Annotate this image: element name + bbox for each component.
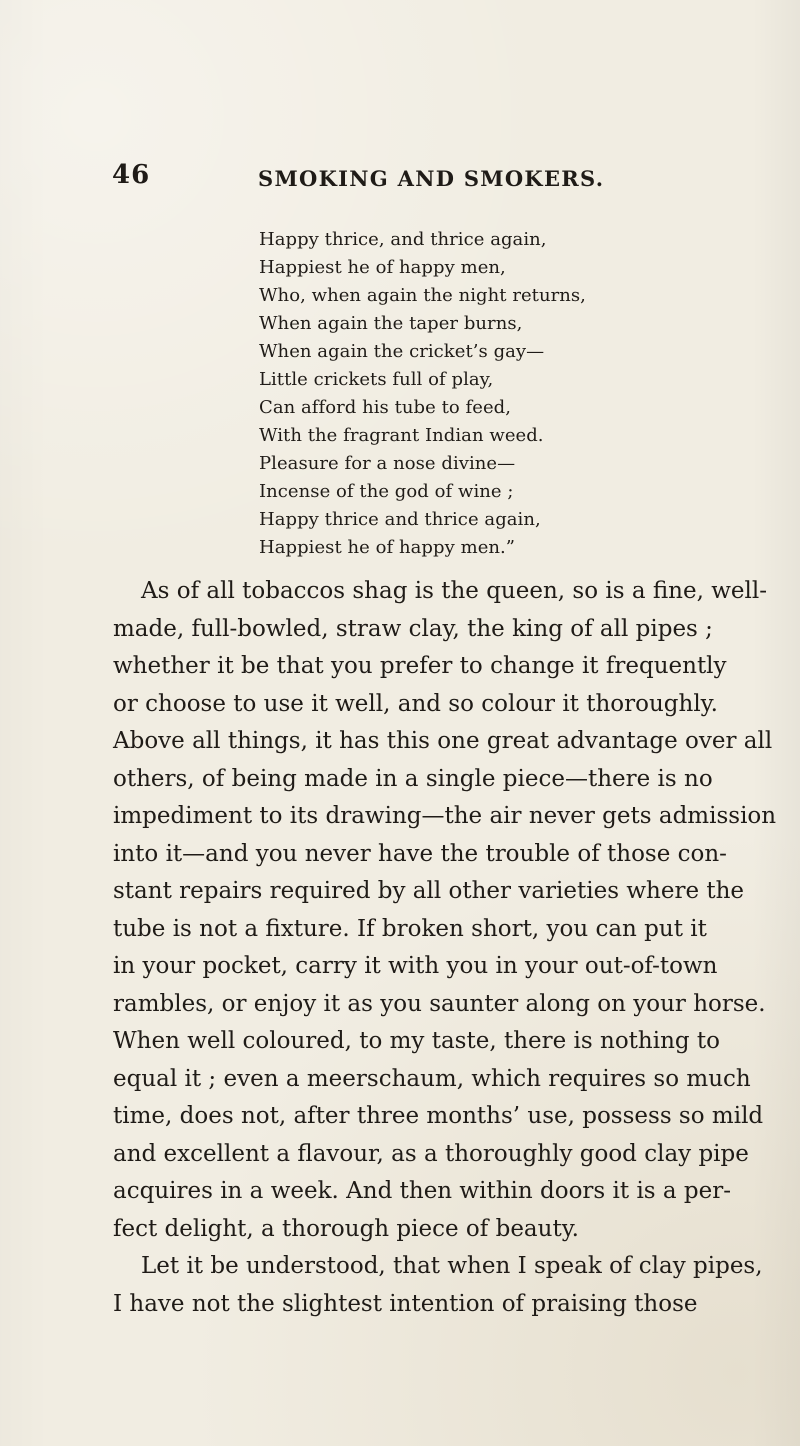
prose-line: When well coloured, to my taste, there is nothing to: [113, 1028, 721, 1054]
prose-line: into it—and you never have the trouble of those con-: [113, 840, 727, 867]
prose-line: fect delight, a thorough piece of beauty.: [113, 1215, 579, 1242]
page-header: [112, 160, 682, 200]
prose-line: whether it be that you prefer to change it frequently: [113, 653, 727, 679]
prose-line: or choose to use it well, and so colour it thoroughly.: [113, 690, 718, 717]
prose-line: acquires in a week. And then within doors it is a per-: [113, 1178, 732, 1204]
prose-line: impediment to its drawing—the air never gets admission: [113, 803, 777, 829]
running-title: SMOKING AND SMOKERS.: [258, 166, 605, 191]
poem-line: Happy thrice, and thrice again,: [259, 229, 547, 250]
prose-line: others, of being made in a single piece—there is no: [113, 765, 713, 792]
poem-line: With the fragrant Indian weed.: [259, 425, 544, 446]
prose-line: stant repairs required by all other varieties where the: [113, 878, 745, 904]
prose-line: Above all things, it has this one great advantage over all: [113, 728, 773, 754]
prose-line: and excellent a flavour, as a thoroughly good clay pipe: [113, 1140, 749, 1167]
prose-line: I have not the slightest intention of praising those: [113, 1290, 698, 1317]
poem-line: Can afford his tube to feed,: [259, 397, 511, 418]
poem-line: When again the cricket’s gay—: [259, 341, 545, 362]
prose-line: As of all tobaccos shag is the queen, so is a fine, well-: [141, 578, 768, 604]
poem-line: Happy thrice and thrice again,: [259, 509, 541, 530]
prose-line: time, does not, after three months’ use, possess so mild: [113, 1103, 764, 1129]
poem-line: Incense of the god of wine ;: [259, 481, 514, 502]
poem-block: [259, 226, 599, 562]
prose-line: rambles, or enjoy it as you saunter along on your horse.: [113, 990, 766, 1017]
prose-body: [113, 573, 777, 1323]
poem-line: Pleasure for a nose divine—: [259, 453, 516, 474]
prose-line: equal it ; even a meerschaum, which requires so much: [113, 1065, 751, 1092]
prose-line: in your pocket, carry it with you in your out-of-town: [113, 953, 718, 979]
poem-line: Happiest he of happy men,: [259, 257, 506, 278]
page-number: 46: [112, 160, 151, 190]
prose-line: Let it be understood, that when I speak of clay pipes,: [141, 1253, 763, 1279]
poem-line: Little crickets full of play,: [259, 369, 494, 390]
poem-line: Who, when again the night returns,: [259, 285, 586, 306]
poem-line: Happiest he of happy men.”: [259, 537, 516, 558]
prose-line: made, full-bowled, straw clay, the king of all pipes ;: [113, 615, 713, 642]
prose-line: tube is not a fixture. If broken short, you can put it: [113, 915, 707, 942]
poem-line: When again the taper burns,: [259, 313, 523, 334]
